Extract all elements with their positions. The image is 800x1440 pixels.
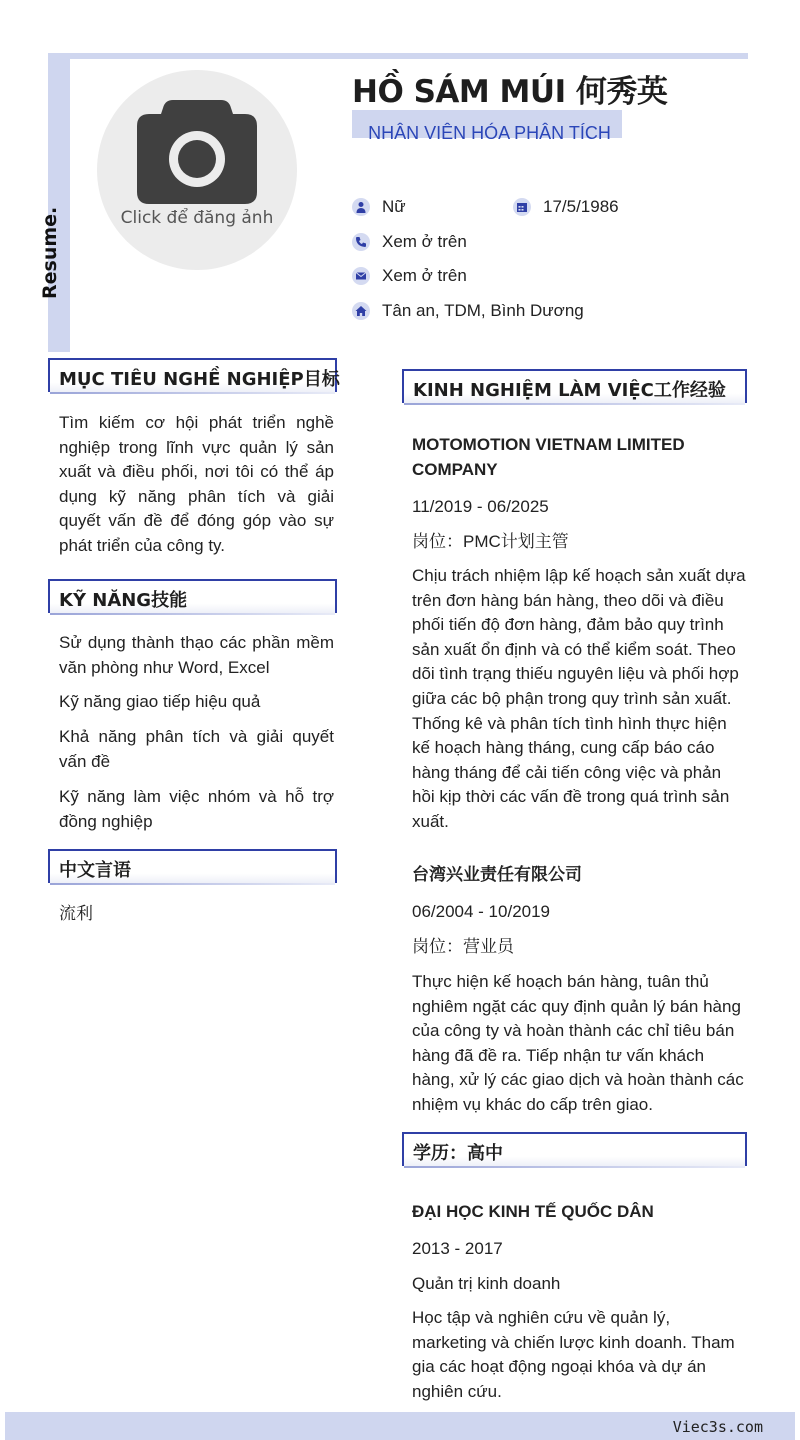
skill-item: Kỹ năng làm việc nhóm và hỗ trợ đồng nghiệp (59, 787, 334, 831)
birthday-value: 17/5/1986 (543, 197, 619, 216)
job-title: NHÂN VIÊN HÓA PHÂN TÍCH (368, 123, 611, 143)
experience-heading-text: KINH NGHIỆM LÀM VIỆC工作经验 (413, 380, 726, 401)
side-accent-bar (48, 53, 70, 352)
skills-heading (48, 579, 337, 613)
address-value: Tân an, TDM, Bình Dương (382, 301, 584, 320)
person-icon (352, 198, 370, 216)
objective-heading-text: MỤC TIÊU NGHỀ NGHIỆP目标 (59, 369, 340, 390)
info-birthday (513, 197, 619, 217)
education-major: Quản trị kinh doanh (412, 1274, 561, 1293)
footer-bar (5, 1412, 795, 1440)
job-description: Chịu trách nhiệm lập kế hoạch sản xuất dựa trên đơn hàng bán hàng, theo dõi và điều phối tiến độ đơn hàng, đảm bảo quy trình sản xuất ổn định và có thể kiểm soát. Theo dõi tình trạng thiếu nguyên liệu và phối hợp giữa các bộ phận trong quy trình sản xuất. Thống kê và phân tích tình hình thực hiện kế hoạch hàng tháng, cung cấp báo cáo hàng tháng để cải tiến công việc và phản hồi kịp thời các vấn đề trong quá trình sản xuất. (412, 566, 746, 831)
job-company: 台湾兴业责任有限公司 (412, 865, 582, 884)
info-gender (352, 197, 406, 217)
envelope-icon (352, 267, 370, 285)
skill-item: Kỹ năng giao tiếp hiệu quả (59, 692, 261, 711)
chinese-level: 流利 (59, 904, 93, 923)
candidate-name: HỒ SÁM MÚI 何秀英 (352, 74, 668, 110)
education-school: ĐẠI HỌC KINH TẾ QUỐC DÂN (412, 1202, 654, 1221)
education-period: 2013 - 2017 (412, 1239, 503, 1258)
phone-icon (352, 233, 370, 251)
phone-value: Xem ở trên (382, 232, 467, 251)
info-phone (352, 232, 467, 252)
education-description: Học tập và nghiên cứu về quản lý, marketing và chiến lược kinh doanh. Tham gia các hoạt động ngoại khóa và dự án nghiên cứu. (412, 1308, 735, 1401)
resume-side-label: Resume. (39, 206, 61, 299)
chinese-heading (48, 849, 337, 883)
info-email (352, 266, 467, 286)
education-heading-text: 学历：高中 (413, 1143, 503, 1164)
skills-heading-text: KỸ NĂNG技能 (59, 590, 188, 611)
objective-heading (48, 358, 340, 392)
calendar-icon (513, 198, 531, 216)
camera-icon (137, 100, 257, 204)
job-position: 岗位：PMC计划主管 (412, 532, 569, 551)
skill-item: Khả năng phân tích và giải quyết vấn đề (59, 727, 334, 771)
education-heading (402, 1132, 747, 1166)
job-period: 11/2019 - 06/2025 (412, 497, 549, 516)
email-value: Xem ở trên (382, 266, 467, 285)
photo-upload-text: Click để đăng ảnh (120, 208, 274, 228)
job-period: 06/2004 - 10/2019 (412, 902, 551, 921)
experience-heading (402, 369, 747, 403)
home-icon (352, 302, 370, 320)
job-company: MOTOMOTION VIETNAM LIMITED COMPANY (412, 435, 685, 479)
job-position: 岗位：营业员 (412, 937, 514, 956)
gender-value: Nữ (382, 197, 406, 216)
objective-text: Tìm kiếm cơ hội phát triển nghề nghiệp trong lĩnh vực quản lý sản xuất và điều phối, nơi tôi có thể áp dụng kỹ năng phân tích và giải quyết vấn đề để đóng góp vào sự phát triển của công ty. (59, 413, 334, 555)
chinese-heading-text: 中文言语 (59, 860, 131, 881)
photo-upload[interactable] (97, 70, 297, 270)
top-accent-bar (48, 53, 748, 59)
info-address (352, 301, 584, 321)
skill-item: Sử dụng thành thạo các phần mềm văn phòng như Word, Excel (59, 633, 334, 677)
job-description: Thực hiện kế hoạch bán hàng, tuân thủ nghiêm ngặt các quy định quản lý bán hàng của công ty và hoàn thành các chỉ tiêu bán hàng đã đề ra. Tiếp nhận tư vấn khách hàng, xử lý các giao dịch và hoàn thành các nhiệm vụ khác do cấp trên giao. (412, 972, 744, 1114)
footer-brand[interactable]: Viec3s.com (672, 1418, 763, 1436)
